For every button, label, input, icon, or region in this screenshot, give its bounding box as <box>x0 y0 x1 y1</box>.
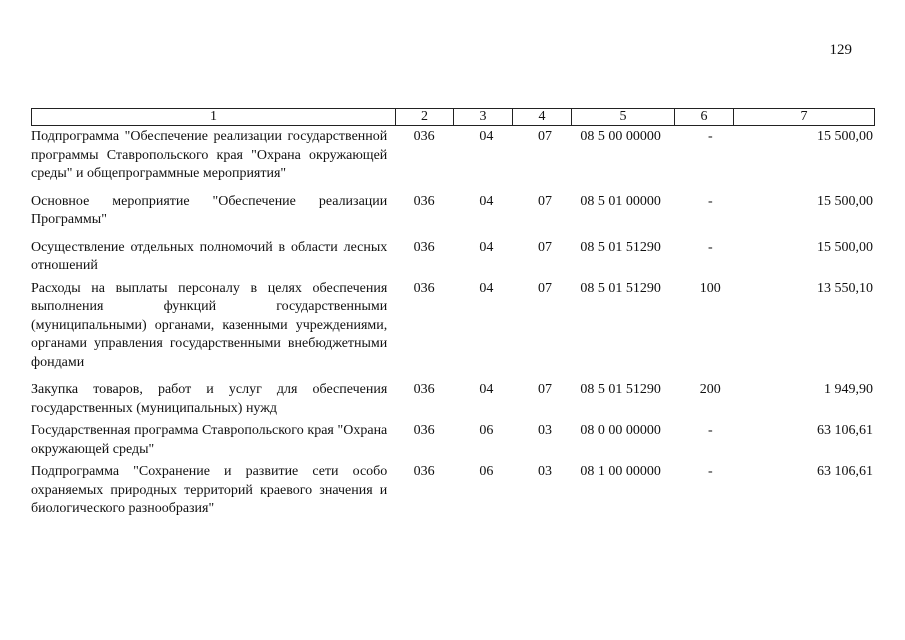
cell-code: 036 <box>413 423 435 438</box>
table-row <box>31 239 873 276</box>
cell-amount: 15 500,00 <box>817 193 874 209</box>
cell-code: 036 <box>413 382 435 397</box>
column-header: 6 <box>674 109 733 125</box>
row-name: Основное мероприятие "Обеспечение реализации Программы" <box>31 193 388 227</box>
table-body <box>31 128 873 528</box>
cell-subsection: 07 <box>538 129 553 144</box>
cell-type: - <box>707 464 713 479</box>
cell-subsection: 07 <box>538 382 553 397</box>
cell-amount: 15 500,00 <box>817 239 874 255</box>
cell-type: - <box>707 129 713 144</box>
cell-target: 08 5 01 51290 <box>580 382 661 397</box>
cell-target: 08 5 00 00000 <box>580 129 661 144</box>
cell-type: - <box>707 193 713 209</box>
cell-subsection: 07 <box>538 280 553 296</box>
cell-type: 100 <box>699 280 721 296</box>
cell-target: 08 0 00 00000 <box>580 423 661 438</box>
cell-section: 04 <box>479 280 494 296</box>
row-name: Расходы на выплаты персоналу в целях обеспечения выполнения функций государственными (муниципальными) органами, казенными учреждениями, органами управления государственными внебюджетными фондами <box>31 280 388 370</box>
cell-subsection: 07 <box>538 193 553 209</box>
cell-section: 06 <box>479 464 494 479</box>
cell-code: 036 <box>413 129 435 144</box>
page-number: 129 <box>829 42 852 58</box>
cell-amount: 63 106,61 <box>817 423 874 438</box>
cell-type: 200 <box>699 382 721 397</box>
cell-code: 036 <box>413 464 435 479</box>
table-row <box>31 193 873 230</box>
cell-subsection: 03 <box>538 423 553 438</box>
row-name: Осуществление отдельных полномочий в области лесных отношений <box>31 239 388 273</box>
row-name: Государственная программа Ставропольского края "Охрана окружающей среды" <box>31 423 388 457</box>
cell-amount: 13 550,10 <box>817 280 874 296</box>
cell-section: 04 <box>479 239 494 255</box>
row-name: Закупка товаров, работ и услуг для обеспечения государственных (муниципальных) нужд <box>31 382 388 416</box>
column-header: 4 <box>512 109 571 125</box>
row-name: Подпрограмма "Обеспечение реализации государственной программы Ставропольского края "Охрана окружающей среды" и общепрограммные мероприятия" <box>31 129 388 181</box>
column-header: 2 <box>395 109 453 125</box>
cell-amount: 15 500,00 <box>817 129 874 144</box>
cell-code: 036 <box>413 280 435 296</box>
cell-amount: 1 949,90 <box>824 382 874 397</box>
cell-code: 036 <box>413 193 435 209</box>
cell-code: 036 <box>413 239 435 255</box>
table-row <box>31 381 873 418</box>
cell-amount: 63 106,61 <box>817 464 874 479</box>
cell-target: 08 1 00 00000 <box>580 464 661 479</box>
table-row <box>31 463 873 519</box>
cell-type: - <box>707 239 713 255</box>
row-name: Подпрограмма "Сохранение и развитие сети особо охраняемых природных территорий краевого значения и биологического разнообразия" <box>31 464 388 516</box>
cell-target: 08 5 01 51290 <box>580 239 661 255</box>
cell-section: 04 <box>479 129 494 144</box>
table-header <box>31 108 875 126</box>
cell-target: 08 5 01 00000 <box>580 193 661 209</box>
column-header: 5 <box>571 109 674 125</box>
table-row <box>31 128 873 184</box>
column-header: 3 <box>453 109 512 125</box>
cell-target: 08 5 01 51290 <box>580 280 661 296</box>
cell-subsection: 03 <box>538 464 553 479</box>
cell-subsection: 07 <box>538 239 553 255</box>
cell-section: 04 <box>479 382 494 397</box>
cell-type: - <box>707 423 713 438</box>
table-row <box>31 280 873 373</box>
cell-section: 06 <box>479 423 494 438</box>
column-header: 1 <box>210 109 217 124</box>
cell-section: 04 <box>479 193 494 209</box>
table-row <box>31 422 873 459</box>
column-header: 7 <box>733 109 874 125</box>
